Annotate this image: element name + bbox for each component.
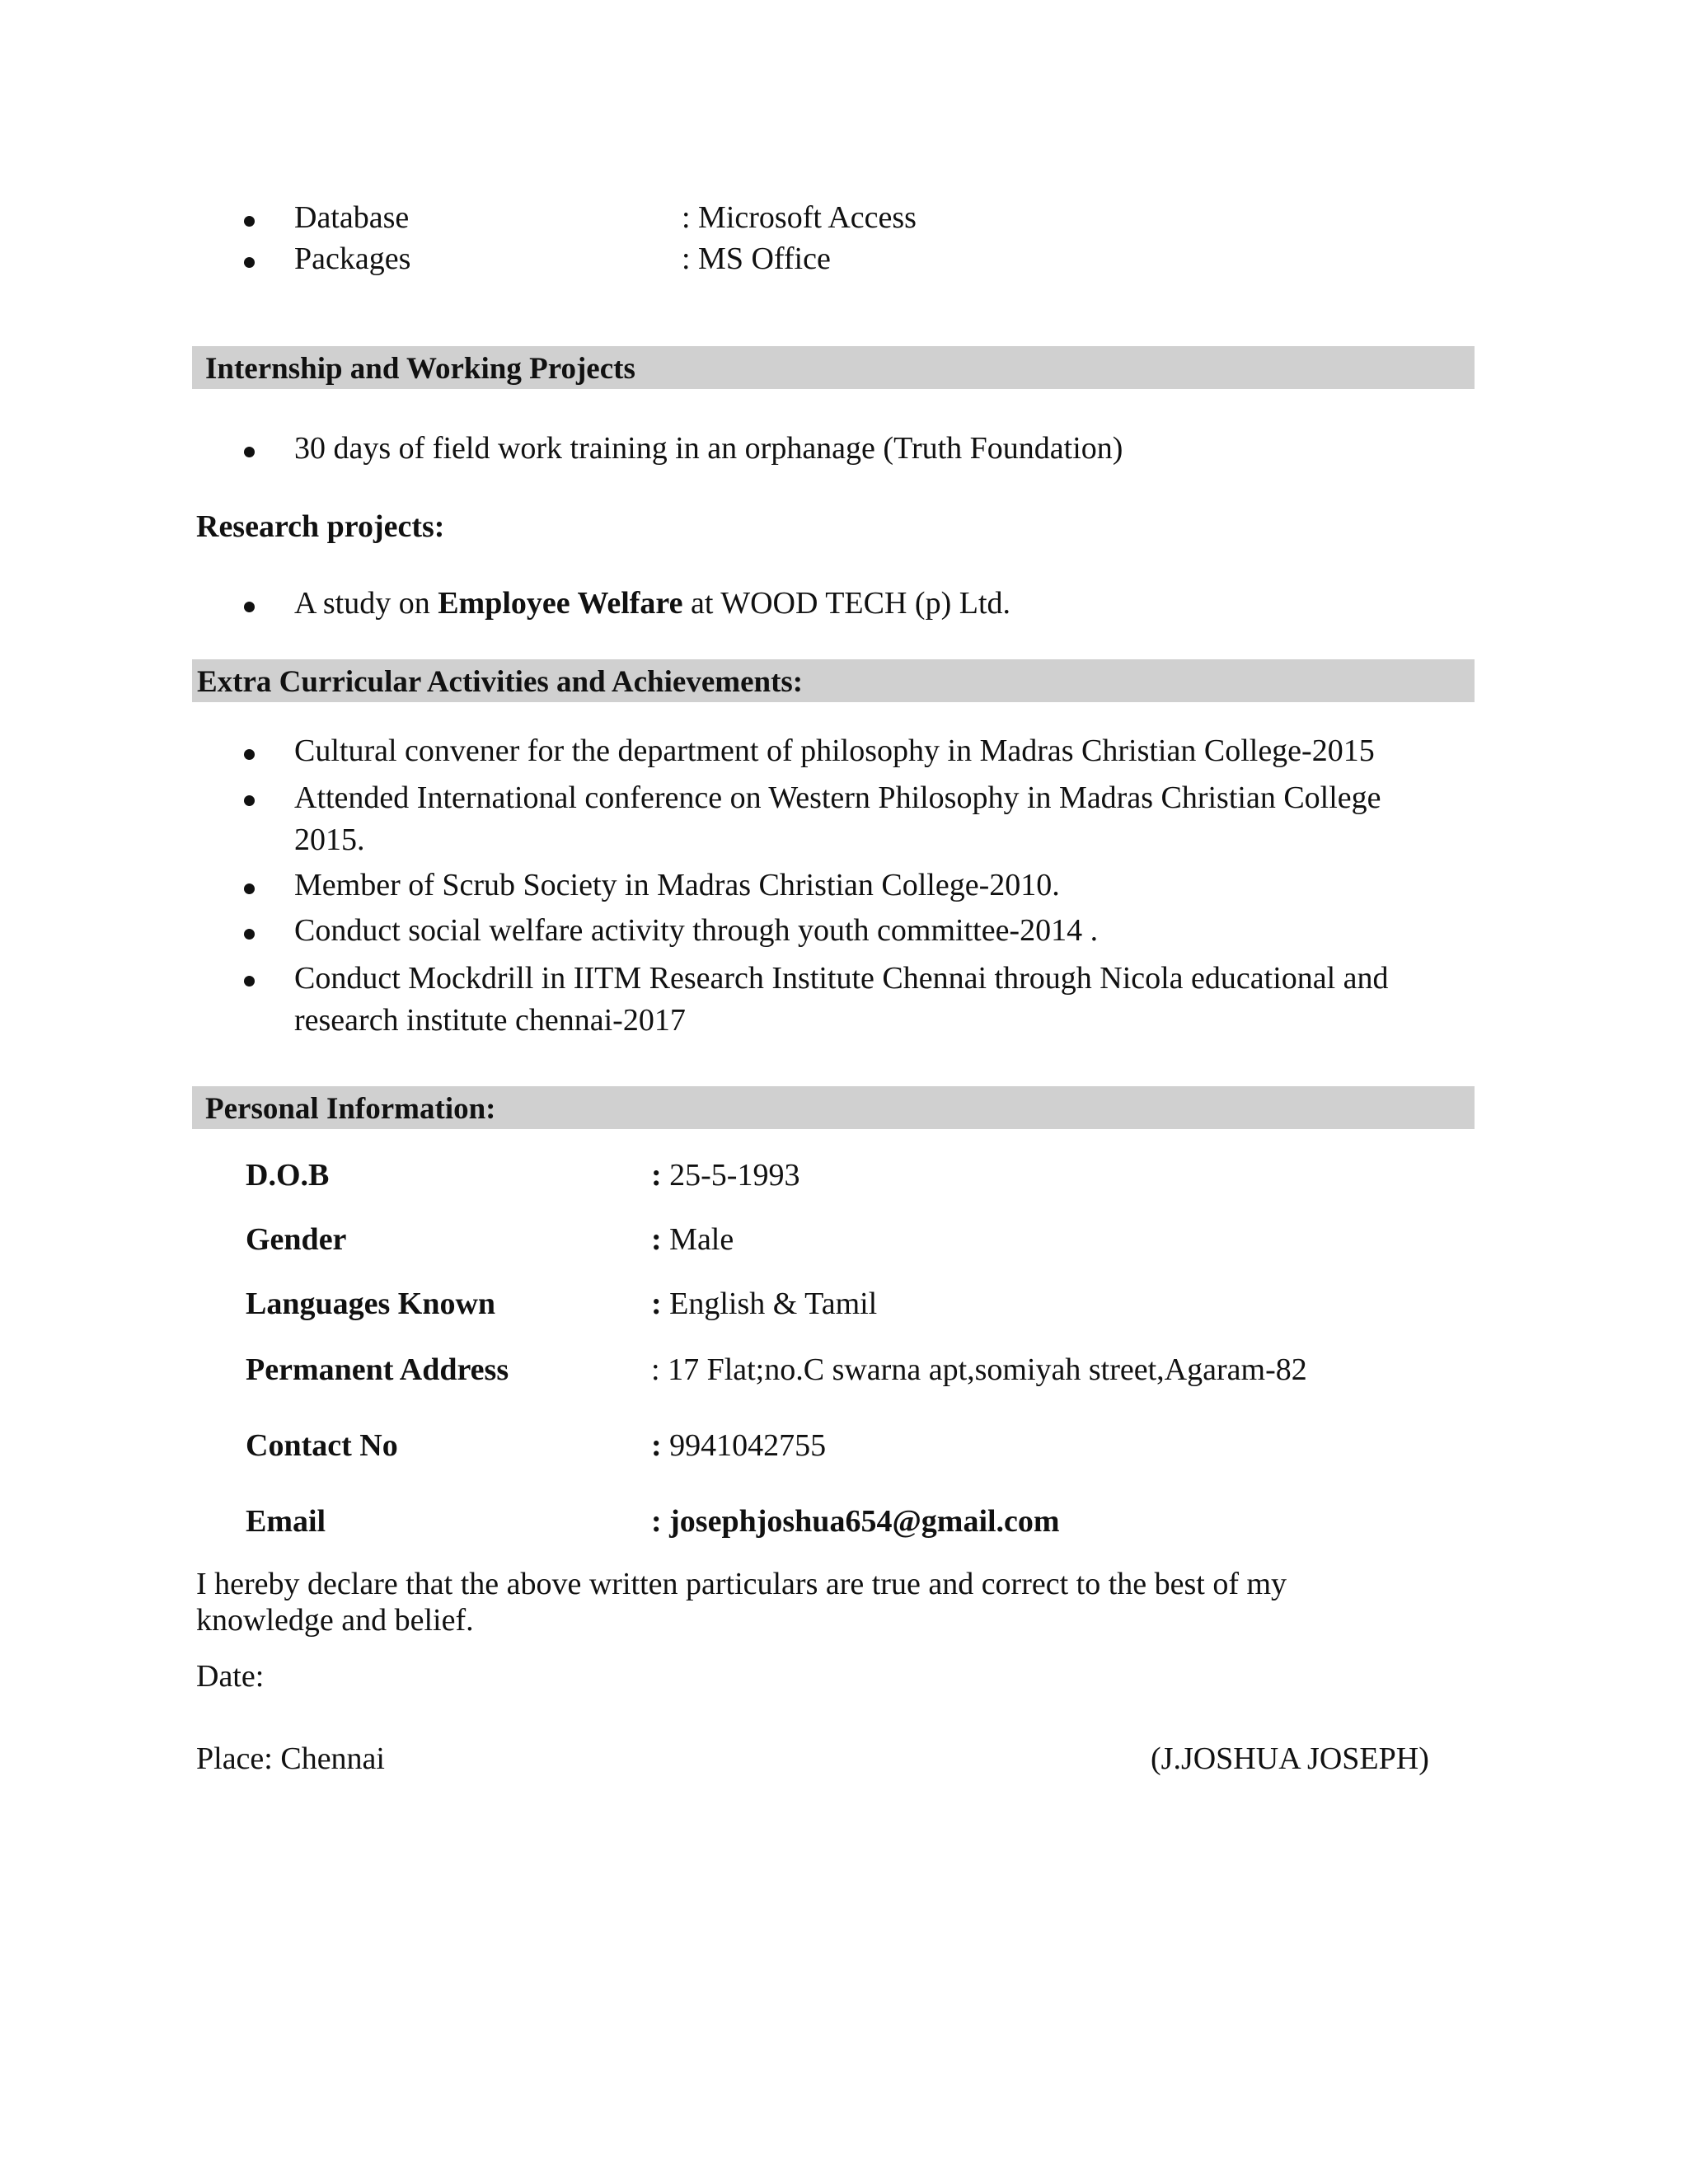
extra-item-text: Conduct Mockdrill in IITM Research Institute Chennai through Nicola educational and research institute chennai-2017 <box>294 961 1389 1038</box>
personal-label: Languages Known <box>246 1286 496 1321</box>
extra-item-text: Attended International conference on Western Philosophy in Madras Christian College 2015. <box>294 780 1381 857</box>
internship-section-header <box>192 346 1475 389</box>
research-item-text <box>294 583 1010 624</box>
bullet-icon <box>244 602 255 612</box>
extra-item-text: Cultural convener for the department of philosophy in Madras Christian College-2015 <box>294 733 1375 768</box>
personal-colon: : <box>651 1222 662 1257</box>
bullet-icon <box>244 795 255 806</box>
personal-colon: : <box>651 1428 662 1463</box>
personal-heading: Personal Information: <box>205 1092 496 1126</box>
personal-label: D.O.B <box>246 1158 330 1193</box>
personal-value-text: josephjoshua654@gmail.com <box>661 1504 1060 1539</box>
personal-label: Gender <box>246 1222 347 1257</box>
personal-colon: : <box>651 1504 662 1539</box>
personal-value <box>651 1426 826 1466</box>
bullet-icon <box>244 447 255 457</box>
research-item-bold: Employee Welfare <box>438 586 683 621</box>
personal-value-text: 25-5-1993 <box>661 1158 800 1193</box>
personal-label: Contact No <box>246 1428 398 1463</box>
research-item-prefix: A study on <box>294 586 438 621</box>
bullet-icon <box>244 257 255 268</box>
bullet-icon <box>244 749 255 760</box>
personal-section-header <box>192 1086 1475 1129</box>
bullet-icon <box>244 929 255 940</box>
skill-label: Packages <box>294 241 411 276</box>
personal-value <box>651 1350 1307 1390</box>
date-label: Date: <box>196 1659 265 1694</box>
personal-value-text: Male <box>661 1222 734 1257</box>
personal-value-text: 9941042755 <box>661 1428 827 1463</box>
personal-value <box>651 1502 1060 1542</box>
personal-label: Email <box>246 1504 326 1539</box>
bullet-icon <box>244 976 255 987</box>
extra-item-text: Member of Scrub Society in Madras Christian College-2010. <box>294 868 1060 902</box>
place-label: Place: Chennai <box>196 1741 385 1776</box>
signature-name: (J.JOSHUA JOSEPH) <box>1151 1741 1429 1776</box>
bullet-icon <box>244 216 255 227</box>
personal-colon: : <box>651 1158 662 1193</box>
extra-section-header <box>192 659 1475 702</box>
extra-heading: Extra Curricular Activities and Achievements: <box>197 665 804 699</box>
personal-label: Permanent Address <box>246 1352 509 1387</box>
declaration-text: I hereby declare that the above written particulars are true and correct to the best of my knowledge and belief. <box>196 1567 1287 1638</box>
research-item-suffix: at WOOD TECH (p) Ltd. <box>682 586 1011 621</box>
research-heading: Research projects: <box>196 509 445 544</box>
personal-value-text: English & Tamil <box>661 1286 878 1321</box>
personal-colon: : <box>651 1352 660 1387</box>
personal-colon: : <box>651 1286 662 1321</box>
skill-value: : MS Office <box>682 241 831 276</box>
internship-item-text: 30 days of field work training in an orphanage (Truth Foundation) <box>294 431 1123 466</box>
skill-label: Database <box>294 200 410 235</box>
bullet-icon <box>244 883 255 894</box>
skill-value: : Microsoft Access <box>682 200 917 235</box>
personal-value <box>651 1284 877 1324</box>
extra-item-text: Conduct social welfare activity through youth committee-2014 . <box>294 913 1099 948</box>
internship-heading: Internship and Working Projects <box>205 352 635 386</box>
personal-value-text: 17 Flat;no.C swarna apt,somiyah street,Agaram-82 <box>659 1352 1307 1387</box>
personal-value <box>651 1220 734 1260</box>
personal-value <box>651 1155 799 1196</box>
